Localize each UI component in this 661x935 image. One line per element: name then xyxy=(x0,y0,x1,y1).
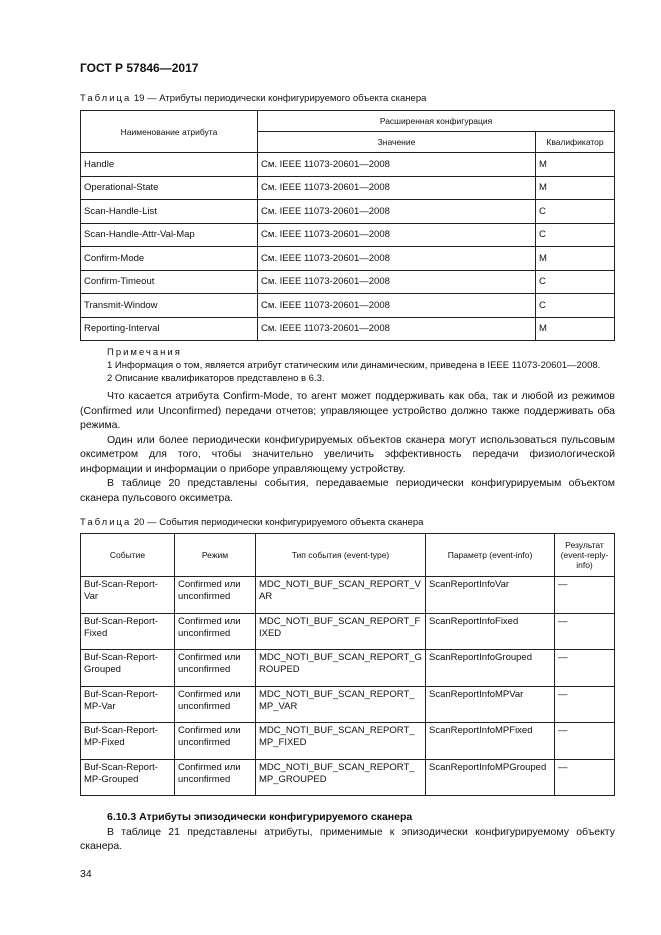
table-row xyxy=(81,270,615,294)
body-text xyxy=(80,389,615,505)
header-mode: Режим xyxy=(175,534,256,577)
header-event-info: Параметр (event-info) xyxy=(426,534,555,577)
table-row xyxy=(81,650,615,687)
notes-title: Примечания xyxy=(107,347,182,358)
header-value: Значение xyxy=(258,132,536,153)
header-event-type: Тип события (event-type) xyxy=(256,534,426,577)
table-cell: M xyxy=(536,176,615,200)
table-cell: ScanReportInfoGrouped xyxy=(426,650,555,687)
table-cell: ScanReportInfoMPFixed xyxy=(426,723,555,760)
table-cell: Confirmed или unconfirmed xyxy=(175,577,256,614)
table-row xyxy=(81,176,615,200)
table-cell: MDC_NOTI_BUF_SCAN_REPORT_MP_FIXED xyxy=(256,723,426,760)
table-cell: См. IEEE 11073-20601—2008 xyxy=(258,223,536,247)
table-row xyxy=(81,317,615,341)
table-row xyxy=(81,577,615,614)
table-cell: — xyxy=(555,686,615,723)
table-cell: Confirmed или unconfirmed xyxy=(175,759,256,796)
table-cell: MDC_NOTI_BUF_SCAN_REPORT_FIXED xyxy=(256,613,426,650)
table-row xyxy=(81,153,615,177)
table-row xyxy=(81,247,615,271)
table-cell: Buf-Scan-Report-MP-Fixed xyxy=(81,723,175,760)
table-cell: — xyxy=(555,577,615,614)
table-row xyxy=(81,200,615,224)
caption-label: Таблица xyxy=(80,517,132,528)
table-cell: Confirmed или unconfirmed xyxy=(175,723,256,760)
table-cell: Transmit-Window xyxy=(81,294,258,318)
table-cell: C xyxy=(536,200,615,224)
table-cell: — xyxy=(555,650,615,687)
note-item: 1 Информация о том, является атрибут статическим или динамическим, приведена в IEEE 11073-20601—2008. xyxy=(107,360,601,371)
table-19 xyxy=(80,110,615,341)
table-cell: — xyxy=(555,613,615,650)
table-cell: Confirm-Timeout xyxy=(81,270,258,294)
header-qual: Квалификатор xyxy=(536,132,615,153)
table-cell: См. IEEE 11073-20601—2008 xyxy=(258,200,536,224)
header-name: Наименование атрибута xyxy=(81,111,258,153)
table-cell: См. IEEE 11073-20601—2008 xyxy=(258,153,536,177)
table-cell: — xyxy=(555,723,615,760)
table-cell: См. IEEE 11073-20601—2008 xyxy=(258,317,536,341)
paragraph: Что касается атрибута Confirm-Mode, то агент может поддерживать как оба, так и любой из режимов (Confirmed или Unconfirmed) передачи отчетов; управляющее устройство должно также поддерживать оба режима. xyxy=(80,390,615,431)
table-cell: C xyxy=(536,270,615,294)
table-cell: M xyxy=(536,247,615,271)
table-cell: Confirmed или unconfirmed xyxy=(175,650,256,687)
table-cell: MDC_NOTI_BUF_SCAN_REPORT_VAR xyxy=(256,577,426,614)
table-cell: C xyxy=(536,294,615,318)
header-event: Событие xyxy=(81,534,175,577)
table-cell: ScanReportInfoFixed xyxy=(426,613,555,650)
table-cell: Scan-Handle-List xyxy=(81,200,258,224)
table-cell: Buf-Scan-Report-Var xyxy=(81,577,175,614)
table-cell: ScanReportInfoMPVar xyxy=(426,686,555,723)
header-ext: Расширенная конфигурация xyxy=(258,111,615,132)
table19-caption xyxy=(80,93,426,104)
section-text: В таблице 21 представлены атрибуты, применимые к эпизодически конфигурируемому объекту сканера. xyxy=(80,825,615,852)
caption-text: 19 — Атрибуты периодически конфигурируемого объекта сканера xyxy=(133,93,427,104)
table-row xyxy=(81,294,615,318)
table-cell: M xyxy=(536,153,615,177)
table-cell: Scan-Handle-Attr-Val-Map xyxy=(81,223,258,247)
table-cell: Confirmed или unconfirmed xyxy=(175,686,256,723)
table-cell: Reporting-Interval xyxy=(81,317,258,341)
table-row xyxy=(81,613,615,650)
table-row xyxy=(81,723,615,760)
table20-caption xyxy=(80,517,615,528)
table-cell: См. IEEE 11073-20601—2008 xyxy=(258,247,536,271)
table-cell: Buf-Scan-Report-Grouped xyxy=(81,650,175,687)
table-cell: — xyxy=(555,759,615,796)
header-result: Результат (event-reply-info) xyxy=(555,534,615,577)
note-item: 2 Описание квалификаторов представлено в 6.3. xyxy=(107,373,325,384)
table-cell: См. IEEE 11073-20601—2008 xyxy=(258,294,536,318)
table-cell: MDC_NOTI_BUF_SCAN_REPORT_MP_GROUPED xyxy=(256,759,426,796)
section-text-block xyxy=(80,825,615,854)
caption-text: 20 — События периодически конфигурируемого объекта сканера xyxy=(133,517,424,528)
table-20 xyxy=(80,533,615,796)
notes xyxy=(107,346,615,385)
table-cell: Operational-State xyxy=(81,176,258,200)
table-cell: Confirmed или unconfirmed xyxy=(175,613,256,650)
table-cell: M xyxy=(536,317,615,341)
paragraph: В таблице 20 представлены события, передаваемые периодически конфигурируемым объектом сканера пульсового оксиметра. xyxy=(80,477,615,504)
table-cell: Handle xyxy=(81,153,258,177)
table-cell: MDC_NOTI_BUF_SCAN_REPORT_MP_VAR xyxy=(256,686,426,723)
caption-label: Таблица xyxy=(80,93,132,104)
section-heading: 6.10.3 Атрибуты эпизодически конфигурируемого сканера xyxy=(107,811,413,823)
paragraph: Один или более периодически конфигурируемых объектов сканера могут использоваться пульсовым оксиметром для того, чтобы значительно увеличить эффективность передачи физиологической информации и информации о приборе управляющему устройству. xyxy=(80,433,615,475)
table-cell: ScanReportInfoMPGrouped xyxy=(426,759,555,796)
table-row xyxy=(81,223,615,247)
table-cell: См. IEEE 11073-20601—2008 xyxy=(258,176,536,200)
table-cell: См. IEEE 11073-20601—2008 xyxy=(258,270,536,294)
table-cell: Buf-Scan-Report-Fixed xyxy=(81,613,175,650)
table-cell: Buf-Scan-Report-MP-Grouped xyxy=(81,759,175,796)
table-cell: MDC_NOTI_BUF_SCAN_REPORT_GROUPED xyxy=(256,650,426,687)
table-row xyxy=(81,686,615,723)
page-number: 34 xyxy=(80,867,92,880)
document-header: ГОСТ Р 57846—2017 xyxy=(80,61,199,75)
table-cell: C xyxy=(536,223,615,247)
table-row xyxy=(81,759,615,796)
table-cell: Confirm-Mode xyxy=(81,247,258,271)
table-cell: Buf-Scan-Report-MP-Var xyxy=(81,686,175,723)
page-flow xyxy=(80,346,615,880)
table-cell: ScanReportInfoVar xyxy=(426,577,555,614)
